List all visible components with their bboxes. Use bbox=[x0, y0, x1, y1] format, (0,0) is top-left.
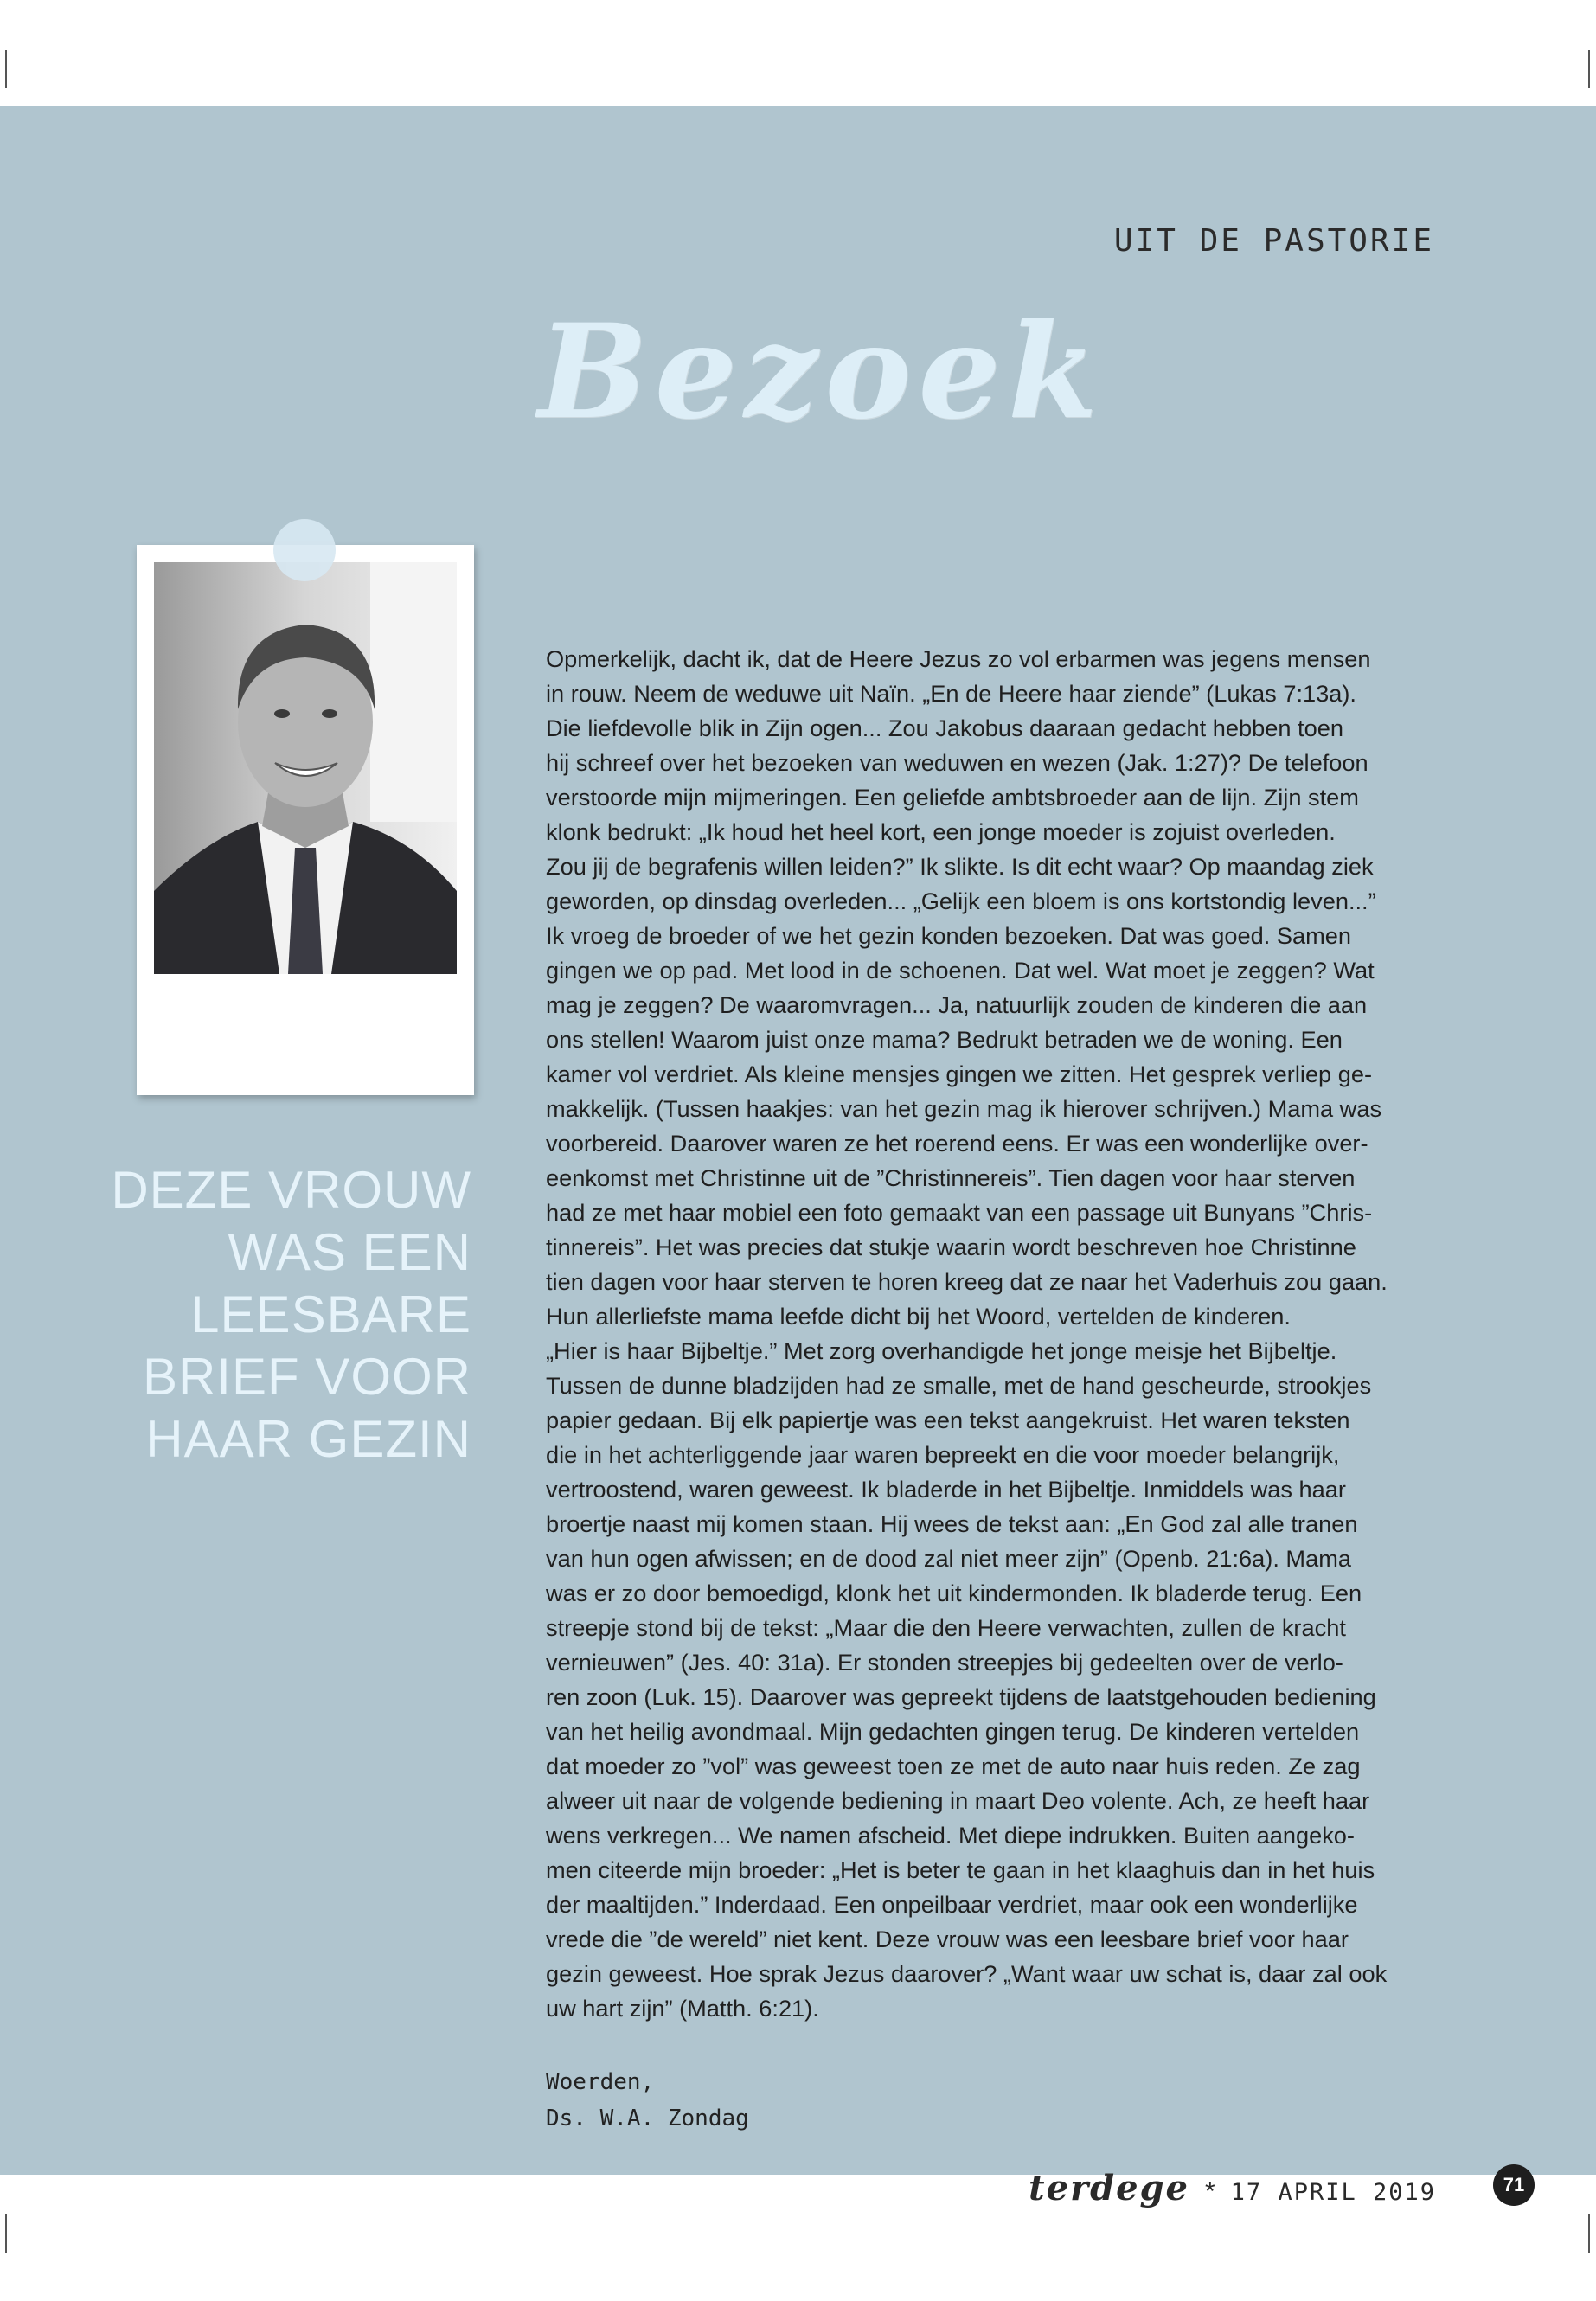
pull-quote-line: BRIEF VOOR bbox=[142, 1348, 471, 1406]
page-number: 71 bbox=[1493, 2164, 1535, 2206]
article-body: Opmerkelijk, dacht ik, dat de Heere Jezus zo vol erbarmen was jegens mensen in rouw. Neem de weduwe uit Naïn. „En de Heere haar ziende” (Lukas 7:13a). Die liefdevolle blik in Zijn ogen... Zou Jakobus daaraan gedacht hebben toen hij schreef over het bezoeken van weduwen en wezen (Jak. 1:27)? De telefoon verstoorde mijn mijmeringen. Een geliefde ambtsbroeder aan de lijn. Zijn stem klonk bedrukt: „Ik houd het heel kort, een jonge moeder is zojuist overleden. Zou jij de begrafenis willen leiden?” Ik slikte. Is dit echt waar? Op maandag ziek geworden, op dinsdag overleden... „Gelijk een bloem is ons kortstondig leven...” Ik vroeg de broeder of we het gezin konden bezoeken. Dat was goed. Samen gingen we op pad. Met lood in de schoenen. Dat wel. Wat moet je zeggen? Wat mag je zeggen? De waaromvragen... Ja, natuurlijk zouden de kinderen die aan ons stellen! Waarom juist onze mama? Bedrukt betraden we de woning. Een kamer vol verdriet. Als kleine mensjes gingen we zitten. Het gesprek verliep ge- makkelijk. (Tussen haakjes: van het gezin mag ik hierover schrijven.) Mama was voorbereid. Daarover waren ze het roerend eens. Er was een wonderlijke over- eenkomst met Christinne uit de ”Christinnereis”. Tien dagen voor haar sterven had ze met haar mobiel een foto gemaakt van een passage uit Bunyans ”Chris- tinnereis”. Het was precies dat stukje waarin wordt beschreven hoe Christinne tien dagen voor haar sterven te horen kreeg dat ze naar het Vaderhuis zou gaan. Hun allerliefste mama leefde dicht bij het Woord, vertelden de kinderen. „Hier is haar Bijbeltje.” Met zorg overhandigde het jonge meisje het Bijbeltje. Tussen de dunne bladzijden had ze smalle, met de hand gescheurde, strookjes papier gedaan. Bij elk papiertje was een tekst aangekruist. Het waren teksten die in het achterliggende jaar waren bepreekt en die voor moeder belangrijk, vertroostend, waren geweest. Ik bladerde in het Bijbeltje. Inmiddels was haar broertje naast mij komen staan. Hij wees de tekst aan: „En God zal alle tranen van hun ogen afwissen; en de dood zal niet meer zijn” (Openb. 21:6a). Mama was er zo door bemoedigd, klonk het uit kindermonden. Ik bladerde terug. Een streepje stond bij de tekst: „Maar die den Heere verwachten, zullen de kracht vernieuwen” (Jes. 40: 31a). Er stonden streepjes bij gedeelten over de verlo- ren zoon (Luk. 15). Daarover was gepreekt tijdens de laatstgehouden bediening van het heilig avondmaal. Mijn gedachten gingen terug. De kinderen vertelden dat moeder zo ”vol” was geweest toen ze met de auto naar huis reden. Ze zag alweer uit naar de volgende bediening in maart Deo volente. Ach, ze heeft haar wens verkregen... We namen afscheid. Met diepe indrukken. Buiten aangeko- men citeerde mijn broeder: „Het is beter te gaan in het klaaghuis dan in het huis der maaltijden.” Inderdaad. Een onpeilbaar verdriet, maar ook een wonderlijke vrede die ”de wereld” niet kent. Deze vrouw was een leesbare brief voor haar gezin geweest. Hoe sprak Jezus daarover? „Want waar uw schat is, daar zal ook uw hart zijn” (Matth. 6:21). bbox=[546, 645, 1388, 2022]
signoff bbox=[546, 2064, 749, 2137]
author-photo-frame bbox=[137, 545, 474, 1095]
crop-mark-bottom-right bbox=[1588, 2214, 1590, 2253]
pin-dot bbox=[273, 519, 336, 581]
pull-quote bbox=[104, 1159, 471, 1471]
section-label: UIT DE PASTORIE bbox=[1113, 223, 1434, 259]
pull-quote-line: HAAR GEZIN bbox=[145, 1410, 471, 1468]
pull-quote-line: DEZE VROUW bbox=[111, 1161, 471, 1219]
signoff-place: Woerden, bbox=[546, 2069, 655, 2095]
crop-mark-bottom-left bbox=[5, 2214, 7, 2253]
article-title: Bezoek bbox=[538, 296, 1105, 448]
magazine-brand: terdege bbox=[1029, 2168, 1189, 2208]
author-photo bbox=[154, 562, 457, 974]
separator-star-icon: * bbox=[1204, 2177, 1215, 2206]
signoff-name: Ds. W.A. Zondag bbox=[546, 2106, 749, 2131]
crop-mark-top-left bbox=[5, 50, 7, 88]
pull-quote-line: LEESBARE bbox=[190, 1285, 471, 1343]
crop-mark-top-right bbox=[1588, 50, 1590, 88]
pull-quote-line: WAS EEN bbox=[228, 1223, 471, 1281]
magazine-page bbox=[0, 106, 1596, 2208]
portrait-illustration bbox=[154, 562, 457, 974]
issue-date: 17 APRIL 2019 bbox=[1230, 2179, 1436, 2206]
footer bbox=[1029, 2168, 1436, 2208]
